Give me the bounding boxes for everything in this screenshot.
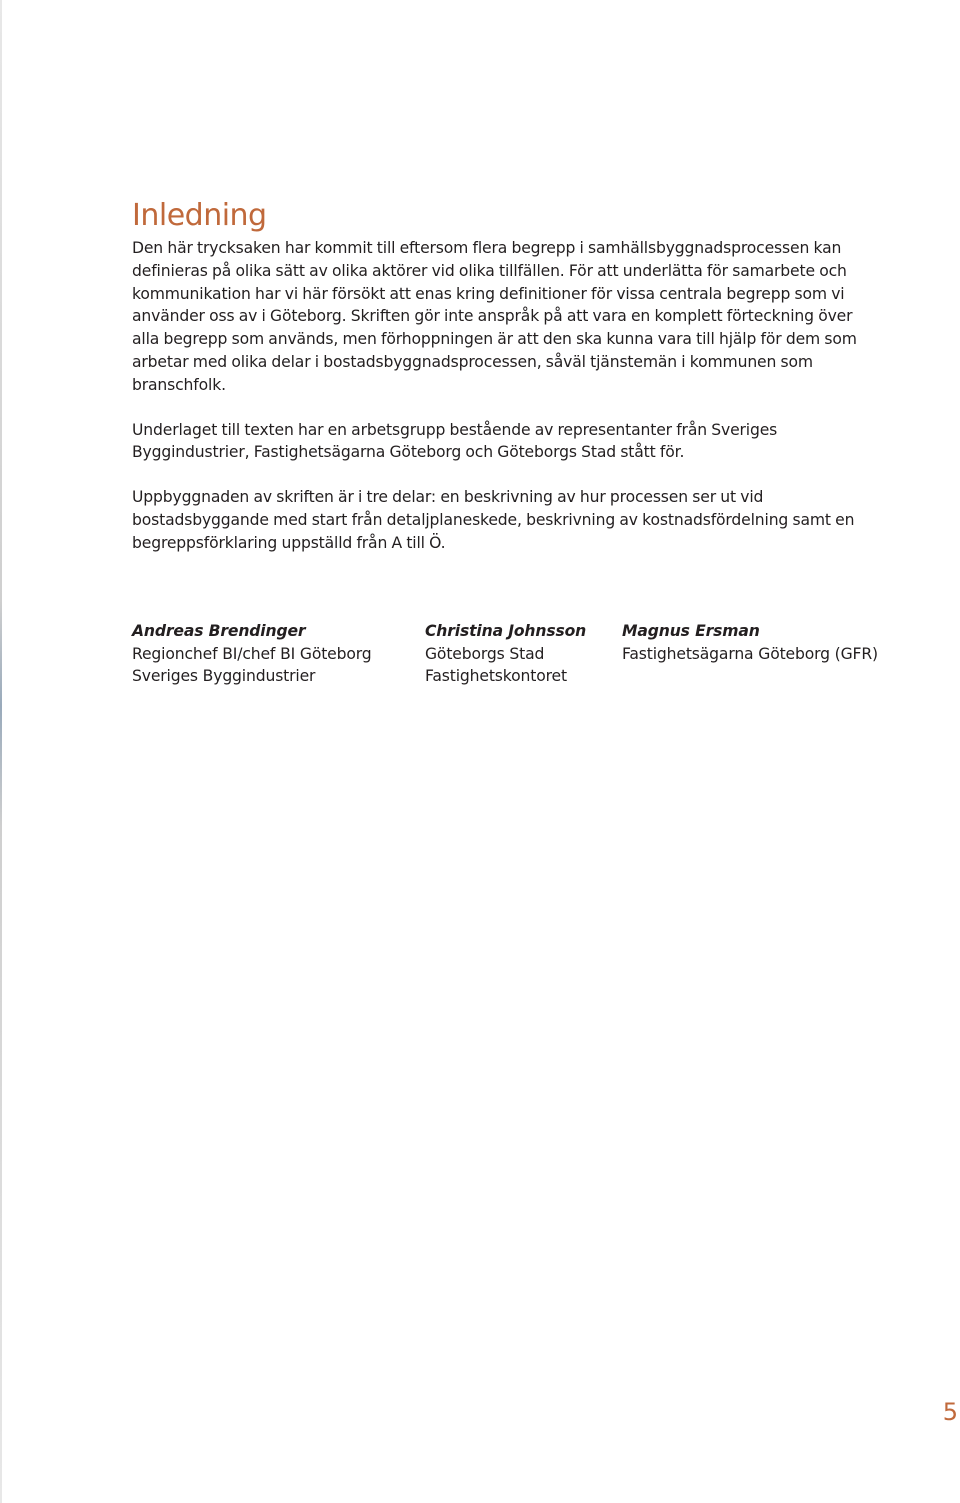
signature-title: Fastighetsägarna Göteborg (GFR) [622,644,878,663]
paragraph-basis: Underlaget till texten har en arbetsgrupp bestående av representanter från Sveriges Byggindustrier, Fastighetsägarna Göteborg och Göteborgs Stad stått för. [132,420,778,462]
signature-brendinger [132,620,372,688]
page-edge [0,0,2,1503]
paragraph-intro: Den här trycksaken har kommit till eftersom flera begrepp i samhällsbyggnadsprocessen kan definieras på olika sätt av olika aktörer vid olika tillfällen. För att underlätta för samarbete och kommunikation har vi här försökt att enas kring definitioner för vissa centrala begrepp som vi använder oss av i Göteborg. Skriften gör inte anspråk på att vara en komplett förteckning över alla begrepp som används, men förhoppningen är att den ska kunna vara till hjälp för dem som arbetar med olika delar i bostadsbyggnadsprocessen, såväl tjänstemän i kommunen som branschfolk. [132,239,857,394]
signature-name: Andreas Brendinger [132,622,306,640]
document-body [132,196,872,555]
signature-organization: Sveriges Byggindustrier [132,667,316,685]
signature-block [132,620,922,700]
signature-johnsson [425,620,586,688]
paragraph-structure: Uppbyggnaden av skriften är i tre delar: en beskrivning av hur processen ser ut vid bostadsbyggande med start från detaljplaneskede, beskrivning av kostnadsfördelning samt en begreppsförklaring uppställd från A till Ö. [132,488,855,552]
signature-title: Göteborgs Stad [425,644,545,663]
page-title: Inledning [132,198,267,233]
signature-name: Magnus Ersman [622,622,760,640]
signature-organization: Fastighetskontoret [425,667,567,685]
signature-ersman [622,620,878,665]
signature-title: Regionchef BI/chef BI Göteborg [132,644,372,663]
signature-name: Christina Johnsson [425,622,587,640]
page-number: 5 [942,1398,958,1426]
